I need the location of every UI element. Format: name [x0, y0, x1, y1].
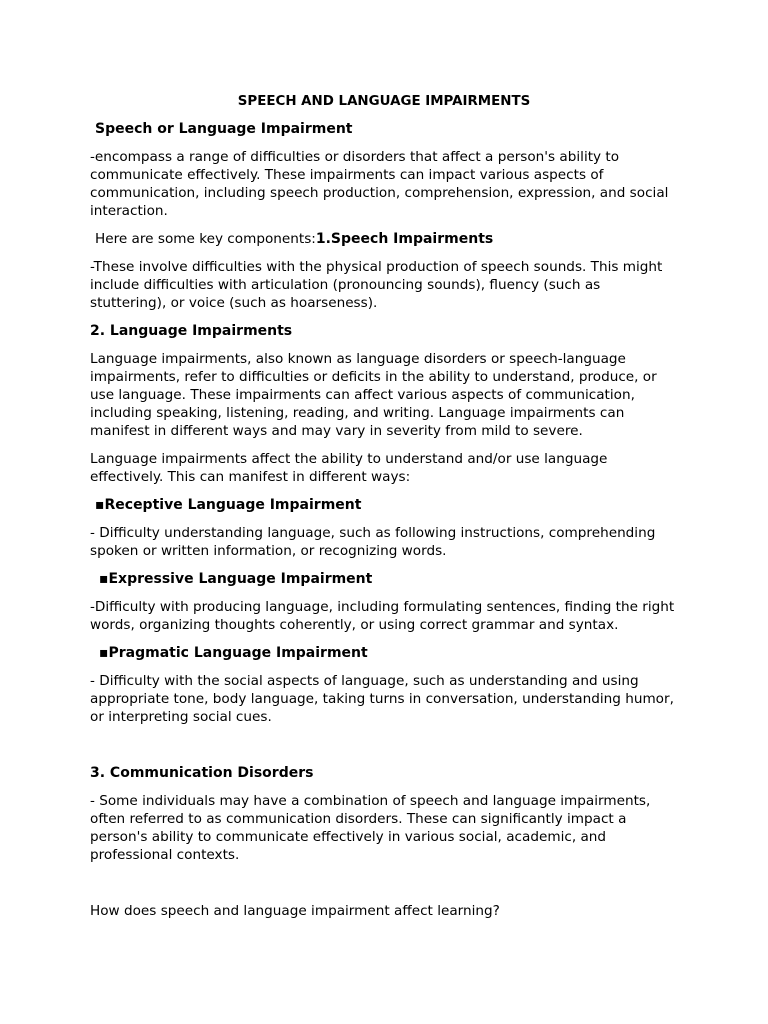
intro-paragraph: -encompass a range of difficulties or disorders that affect a person's ability to communicate effectively. These impairments can impact various aspects of communication, including speech production, comprehension, expression, and social interaction. [90, 149, 669, 219]
pragmatic-paragraph: - Difficulty with the social aspects of language, such as understanding and using appropriate tone, body language, taking turns in conversation, understanding humor, or interpreting social cues. [90, 673, 674, 725]
communication-paragraph: - Some individuals may have a combination of speech and language impairments, often referred to as communication disorders. These can significantly impact a person's ability to communicate effectively in various social, academic, and professional contexts. [90, 793, 651, 863]
communication-disorders-heading: 3. Communication Disorders [90, 765, 314, 781]
document-title: SPEECH AND LANGUAGE IMPAIRMENTS [237, 94, 531, 109]
speech-paragraph: -These involve difficulties with the physical production of speech sounds. This might include difficulties with articulation (pronouncing sounds), fluency (such as stuttering), or voice (such as hoarseness). [90, 259, 663, 311]
section-heading: Speech or Language Impairment [95, 121, 353, 137]
receptive-heading: ▪Receptive Language Impairment [95, 497, 362, 513]
language-paragraph-1: Language impairments, also known as language disorders or speech-language impairments, refer to difficulties or deficits in the ability to understand, produce, or use language. These impairments can affect various aspects of communication, including speaking, listening, reading, and writing. Language impairments can manifest in different ways and may vary in severity from mild to severe. [90, 351, 657, 439]
closing-question: How does speech and language impairment affect learning? [90, 903, 500, 919]
language-paragraph-2: Language impairments affect the ability to understand and/or use language effectively. This can manifest in different ways: [90, 451, 608, 485]
language-impairments-heading: 2. Language Impairments [90, 323, 293, 339]
expressive-paragraph: -Difficulty with producing language, including formulating sentences, finding the right words, organizing thoughts coherently, or using correct grammar and syntax. [90, 599, 675, 633]
spacer [90, 874, 678, 902]
speech-impairments-heading: 1.Speech Impairments [315, 231, 494, 247]
pragmatic-heading: ▪Pragmatic Language Impairment [99, 645, 368, 661]
key-components-line [90, 230, 678, 248]
spacer [90, 736, 678, 764]
expressive-heading: ▪Expressive Language Impairment [99, 571, 373, 587]
key-components-lead: Here are some key components: [95, 231, 316, 247]
receptive-paragraph: - Difficulty understanding language, such as following instructions, comprehending spoken or written information, or recognizing words. [90, 525, 656, 559]
